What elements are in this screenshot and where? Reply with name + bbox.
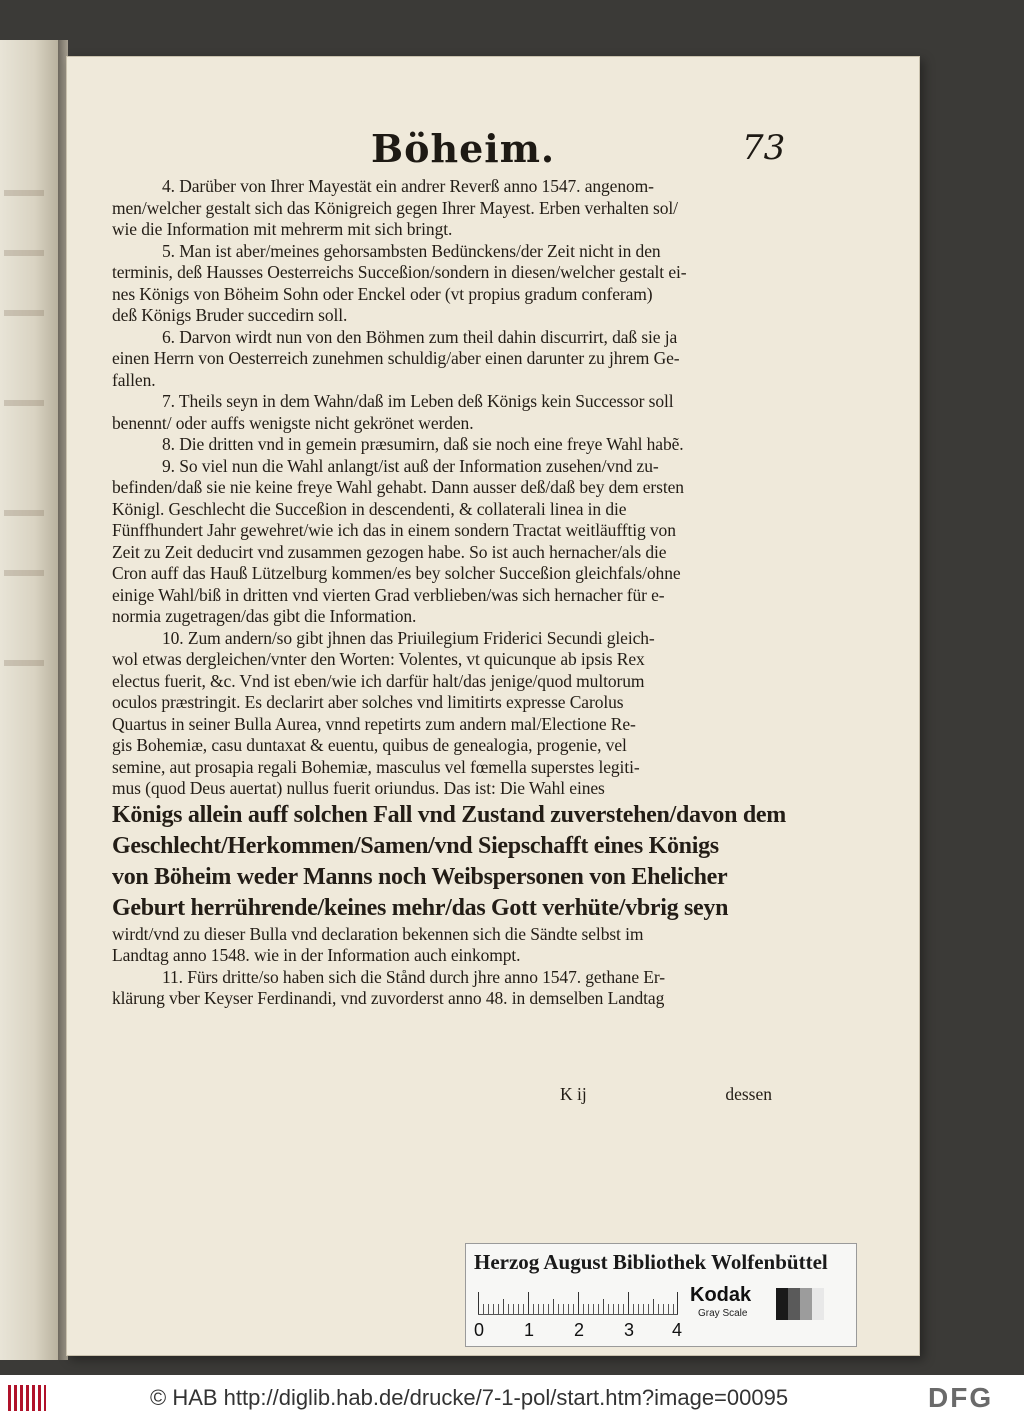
text-line: 9. So viel nun die Wahl anlangt/ist auß der Information zusehen/vnd zu- xyxy=(162,455,659,476)
scale-number: 3 xyxy=(624,1320,635,1340)
text-line: Quartus in seiner Bulla Aurea, vnnd repetirts zum andern mal/Electione Re- xyxy=(112,713,636,734)
text-line-large: Geschlecht/Herkommen/Samen/vnd Siepschafft eines Königs xyxy=(112,832,719,859)
signature-mark: K ij xyxy=(560,1084,587,1104)
gray-scale-label: Gray Scale xyxy=(698,1308,748,1319)
kodak-logo: Kodak xyxy=(690,1284,752,1306)
text-line: deß Königs Bruder succedirn soll. xyxy=(112,305,348,325)
text-line: 8. Die dritten vnd in gemein præsumirn, daß sie noch eine freye Wahl habẽ. xyxy=(162,434,684,454)
text-line: wol etwas dergleichen/vnter den Worten: Volentes, vt quicunque ab ipsis Rex xyxy=(112,649,645,669)
page-number: 73 xyxy=(742,128,786,168)
text-line: Landtag anno 1548. wie in der Information auch einkompt. xyxy=(112,945,521,965)
text-line-large: Geburt herrührende/keines mehr/das Gott verhüte/vbrig seyn xyxy=(112,894,729,921)
text-line: klärung vber Keyser Ferdinandi, vnd zuvorderst anno 48. in demselben Landtag xyxy=(112,988,665,1008)
scale-number: 1 xyxy=(524,1320,535,1340)
text-line: oculos præstringit. Es declarirt aber solches vnd limitirts expresse Carolus xyxy=(112,692,624,712)
catchword-line xyxy=(112,1084,772,1106)
hab-logo-icon[interactable] xyxy=(8,1385,46,1411)
color-target-card xyxy=(465,1243,857,1347)
viewer-footer xyxy=(0,1375,1024,1422)
gray-scale-swatches xyxy=(776,1288,824,1320)
library-label: Herzog August Bibliothek Wolfenbüttel xyxy=(474,1250,828,1274)
previous-page-edge xyxy=(0,40,59,1360)
gray-swatch xyxy=(812,1288,824,1320)
text-line: 7. Theils seyn in dem Wahn/daß im Leben deß Königs kein Successor soll xyxy=(162,391,674,411)
text-line: benennt/ oder auffs wenigste nicht gekrönet werden. xyxy=(112,412,474,433)
copyright-link[interactable]: © HAB http://diglib.hab.de/drucke/7-1-pol/start.htm?image=00095 xyxy=(150,1385,789,1410)
text-line: einige Wahl/biß in dritten vnd vierten Grad verblieben/was sich hernacher für e- xyxy=(112,584,665,605)
text-line: fallen. xyxy=(112,369,156,390)
text-line: electus fuerit, &c. Vnd ist eben/wie ich darfür halt/das jenige/quod multorum xyxy=(112,670,645,691)
book-page xyxy=(66,56,920,1356)
scale-number: 0 xyxy=(474,1320,485,1340)
text-line: wirdt/vnd zu dieser Bulla vnd declaration bekennen sich die Sändte selbst im xyxy=(112,923,644,944)
text-line: Zeit zu Zeit deducirt vnd zusammen gezogen habe. So ist auch hernacher/als die xyxy=(112,541,667,562)
scale-number: 2 xyxy=(574,1320,585,1340)
text-line: Cron auff das Hauß Lützelburg kommen/es bey solcher Succeßion gleichfals/ohne xyxy=(112,563,681,583)
text-line: einen Herrn von Oesterreich zunehmen schuldig/aber einen darunter zu jhrem Ge- xyxy=(112,348,680,368)
text-line: 4. Darüber von Ihrer Mayestät ein andrer Reverß anno 1547. angenom- xyxy=(162,176,654,196)
text-line-large: von Böheim weder Manns noch Weibspersonen von Ehelicher xyxy=(112,863,728,890)
text-line: normia zugetragen/das gibt die Information. xyxy=(112,606,417,626)
text-line-large: Königs allein auff solchen Fall vnd Zustand zuverstehen/davon dem xyxy=(112,801,786,828)
scale-number: 4 xyxy=(672,1320,683,1340)
page-header xyxy=(66,126,920,176)
text-line: semine, aut prosapia regali Bohemiæ, masculus vel fœmella superstes legiti- xyxy=(112,756,640,777)
text-line: 11. Fürs dritte/so haben sich die Stånd durch jhre anno 1547. gethane Er- xyxy=(162,966,665,987)
text-line: men/welcher gestalt sich das Königreich gegen Ihrer Mayest. Erben verhalten sol/ xyxy=(112,197,678,218)
gray-swatch xyxy=(800,1288,812,1320)
text-line: Fünffhundert Jahr gewehret/wie ich das in einem sondern Tractat weitläufftig von xyxy=(112,520,676,540)
text-line: 10. Zum andern/so gibt jhnen das Priuilegium Friderici Secundi gleich- xyxy=(162,627,655,648)
text-line: befinden/daß sie nie keine freye Wahl gehabt. Dann ausser deß/daß bey dem ersten xyxy=(112,477,684,497)
gray-swatch xyxy=(776,1288,788,1320)
running-title: Böheim. xyxy=(371,126,556,171)
text-line: terminis, deß Hausses Oesterreichs Succeßion/sondern in diesen/welcher gestalt ei- xyxy=(112,262,687,282)
catchword: dessen xyxy=(725,1084,772,1104)
text-line: wie die Information mit mehrerm mit sich bringt. xyxy=(112,219,453,239)
gray-swatch xyxy=(788,1288,800,1320)
scale-ruler xyxy=(478,1288,678,1315)
text-line: 5. Man ist aber/meines gehorsambsten Bedünckens/der Zeit nicht in den xyxy=(162,240,661,261)
text-line: mus (quod Deus auertat) nullus fuerit oriundus. Das ist: Die Wahl eines xyxy=(112,778,605,798)
page-text xyxy=(112,176,786,1010)
text-line: gis Bohemiæ, casu duntaxat & euentu, quibus de genealogia, progenie, vel xyxy=(112,735,627,755)
text-line: 6. Darvon wirdt nun von den Böhmen zum theil dahin discurrirt, daß sie ja xyxy=(162,326,678,347)
text-line: nes Königs von Böheim Sohn oder Enckel oder (vt propius gradum conferam) xyxy=(112,283,653,304)
dfg-logo[interactable]: DFG xyxy=(928,1382,994,1413)
text-line: Königl. Geschlecht die Succeßion in descendenti, & collaterali linea in die xyxy=(112,498,627,519)
